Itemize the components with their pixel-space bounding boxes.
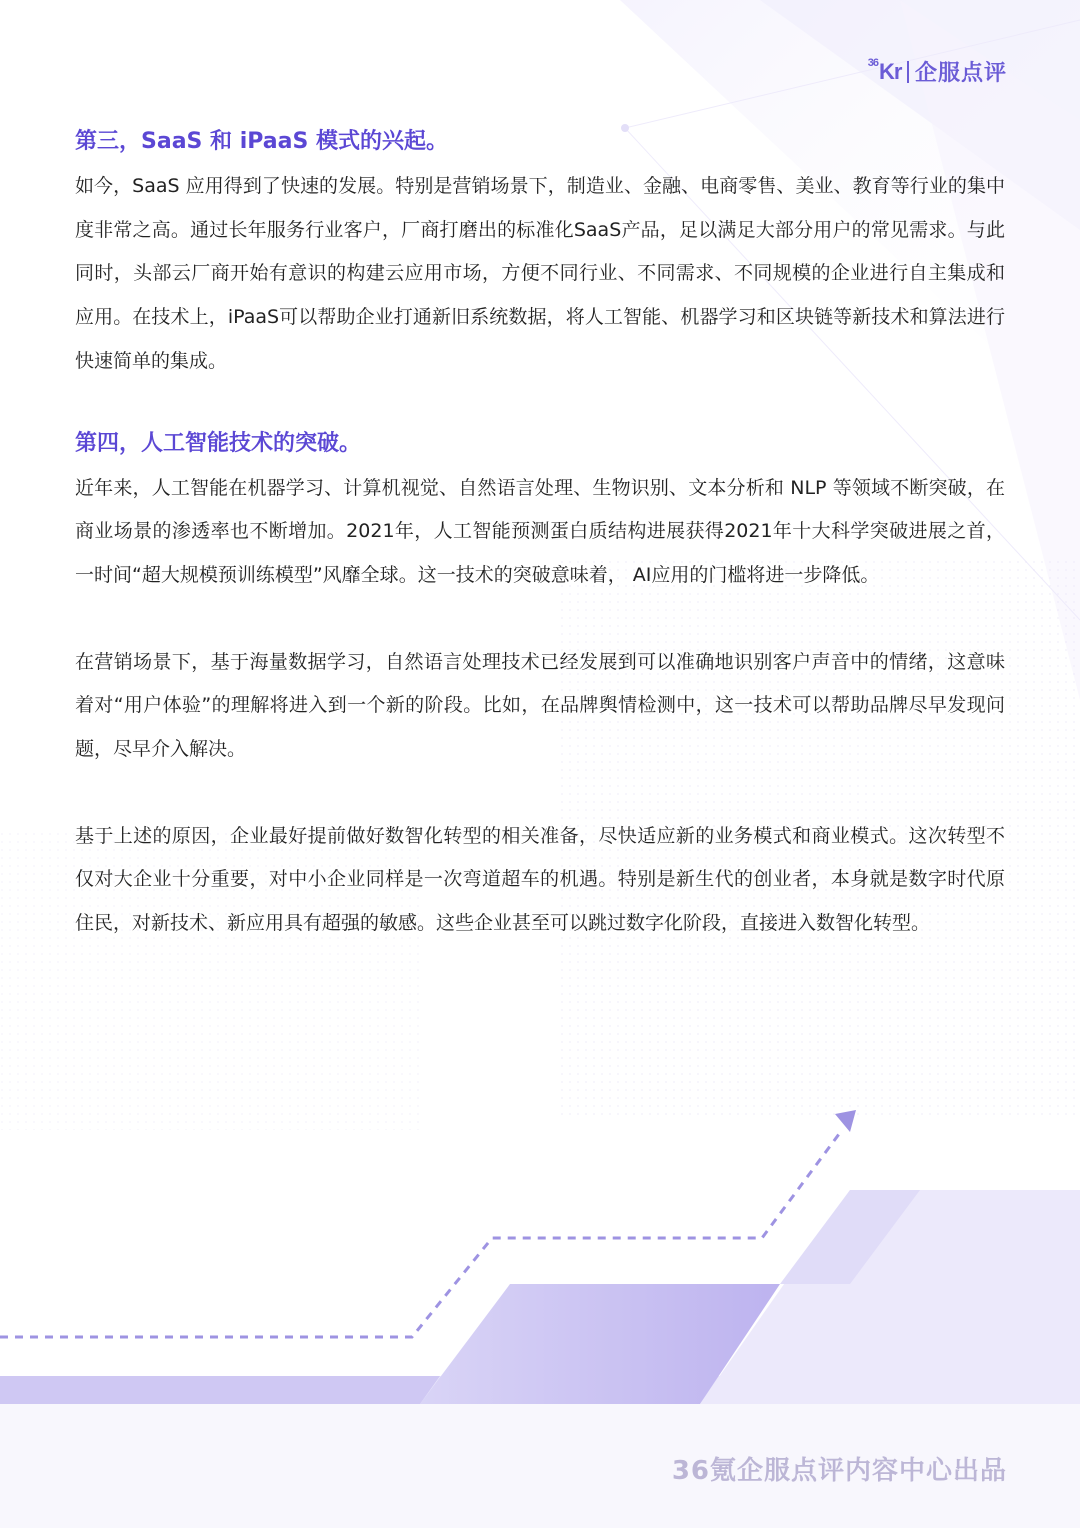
section-spacer bbox=[75, 384, 1005, 427]
logo-mark-text: Kr bbox=[879, 58, 902, 84]
section-paragraph: 近年来，人工智能在机器学习、计算机视觉、自然语言处理、生物识别、文本分析和 NLP 等领域不断突破，在商业场景的渗透率也不断增加。2021年，人工智能预测蛋白质结构进展获得2021年十大科学突破进展之首，一时间“超大规模预训练模型”风靡全球。这一技术的突破意味着， AI应用的门槛将进一步降低。 bbox=[75, 476, 1005, 586]
section-paragraph: 在营销场景下，基于海量数据学习，自然语言处理技术已经发展到可以准确地识别客户声音中的情绪，这意味着对“用户体验”的理解将进入到一个新的阶段。比如，在品牌舆情检测中，这一技术可以帮助品牌尽早发现问题，尽早介入解决。 bbox=[75, 650, 1005, 761]
section-ai-breakthrough bbox=[75, 427, 1005, 946]
paragraph-spacer bbox=[75, 772, 1005, 815]
section-heading: 第四，人工智能技术的突破。 bbox=[75, 430, 362, 456]
section-heading: 第三，SaaS 和 iPaaS 模式的兴起。 bbox=[75, 129, 448, 154]
main-content bbox=[75, 125, 1005, 946]
footer-credit: 36氪企服点评内容中心出品 bbox=[671, 1456, 1007, 1486]
section-saas-ipaas bbox=[75, 125, 1005, 384]
section-paragraph: 基于上述的原因，企业最好提前做好数智化转型的相关准备，尽快适应新的业务模式和商业模式。这次转型不仅对大企业十分重要，对中小企业同样是一次弯道超车的机遇。特别是新生代的创业者，本身就是数字时代原住民，对新技术、新应用具有超强的敏感。这些企业甚至可以跳过数字化阶段，直接进入数智化转型。 bbox=[75, 824, 1005, 935]
36kr-logo-icon bbox=[867, 56, 902, 85]
section-paragraph: 如今，SaaS 应用得到了快速的发展。特别是营销场景下，制造业、金融、电商零售、美业、教育等行业的集中度非常之高。通过长年服务行业客户，厂商打磨出的标准化SaaS产品，足以满足大部分用户的常见需求。与此同时，头部云厂商开始有意识的构建云应用市场，方便不同行业、不同需求、不同规模的企业进行自主集成和应用。在技术上，iPaaS可以帮助企业打通新旧系统数据，将人工智能、机器学习和区块链等新技术和算法进行快速简单的集成。 bbox=[75, 175, 1005, 372]
logo-text: 企服点评 bbox=[914, 61, 1007, 86]
logo-divider bbox=[907, 61, 909, 83]
logo-mark-sup: 36 bbox=[867, 56, 879, 69]
paragraph-spacer bbox=[75, 598, 1005, 641]
brand-logo bbox=[868, 56, 1007, 87]
